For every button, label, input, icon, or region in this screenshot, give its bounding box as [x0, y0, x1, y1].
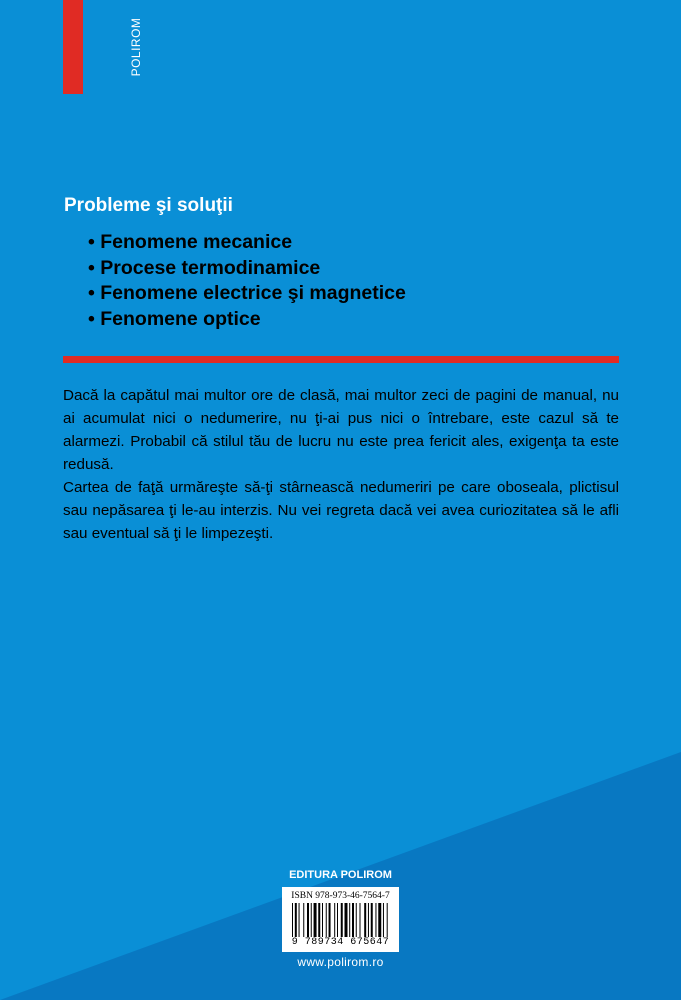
barcode-bar	[364, 903, 366, 937]
barcode-bar	[352, 903, 354, 937]
barcode-bar	[334, 903, 335, 937]
barcode-box	[282, 887, 399, 952]
barcode-bar	[292, 903, 293, 937]
barcode-bar	[368, 903, 369, 937]
barcode-bar	[360, 903, 361, 937]
barcode-bar	[383, 903, 384, 937]
barcode-bar	[299, 903, 300, 937]
barcode-bar	[295, 903, 297, 937]
barcode-bar	[314, 903, 317, 937]
topic-item: • Fenomene electrice şi magnetice	[88, 282, 406, 304]
barcode-bar	[345, 903, 348, 937]
barcode-bar	[375, 903, 376, 937]
barcode-bar	[311, 903, 312, 937]
publisher-name: EDITURA POLIROM	[289, 869, 392, 881]
divider-rule	[63, 356, 619, 363]
barcode-bar	[378, 903, 381, 937]
barcode-bar	[349, 903, 350, 937]
topic-item: • Fenomene optice	[88, 307, 261, 330]
barcode-bar	[341, 903, 343, 937]
barcode-bar	[387, 903, 388, 937]
description-paragraph: Dacă la capătul mai multor ore de clasă, mai multor zeci de pagini de manual, nu ai acumulat nici o nedumerire, nu ţi-ai pus nici o întrebare, este cazul să te alarmezi. Probabil că stilul tău de lucru nu este prea fericit ales, exigenţa ta este redusă.	[63, 387, 619, 473]
brand-tab	[63, 0, 143, 94]
topics-list	[88, 230, 406, 332]
barcode-bar	[337, 903, 338, 937]
barcode-bar	[326, 903, 327, 937]
isbn-text: ISBN 978-973-46-7564-7	[291, 891, 390, 901]
description-text	[63, 384, 619, 545]
barcode-bar	[371, 903, 373, 937]
barcode-bar	[322, 903, 323, 937]
topic-item: • Procese termodinamice	[88, 256, 321, 279]
barcode-bar	[356, 903, 357, 937]
barcode-bar	[303, 903, 304, 937]
topic-item: • Fenomene mecanice	[88, 231, 293, 253]
website-url: www.polirom.ro	[297, 955, 384, 969]
section-heading: Probleme şi soluţii	[64, 195, 233, 216]
barcode-bar	[307, 903, 309, 937]
description-paragraph: Cartea de faţă urmăreşte să-ţi stârnească nedumeriri pe care oboseala, plictisul sau nepăsarea ţi le-au interzis. Nu vei regreta dacă vei avea curiozitatea să le afli sau eventual să ţi le limpezeşti.	[63, 479, 619, 542]
brand-logo-text: POLIROM	[129, 17, 143, 77]
barcode-bar	[318, 903, 320, 937]
barcode-icon	[292, 903, 389, 937]
barcode-digits: 9 789734 675647	[291, 937, 390, 948]
barcode-bar	[329, 903, 331, 937]
